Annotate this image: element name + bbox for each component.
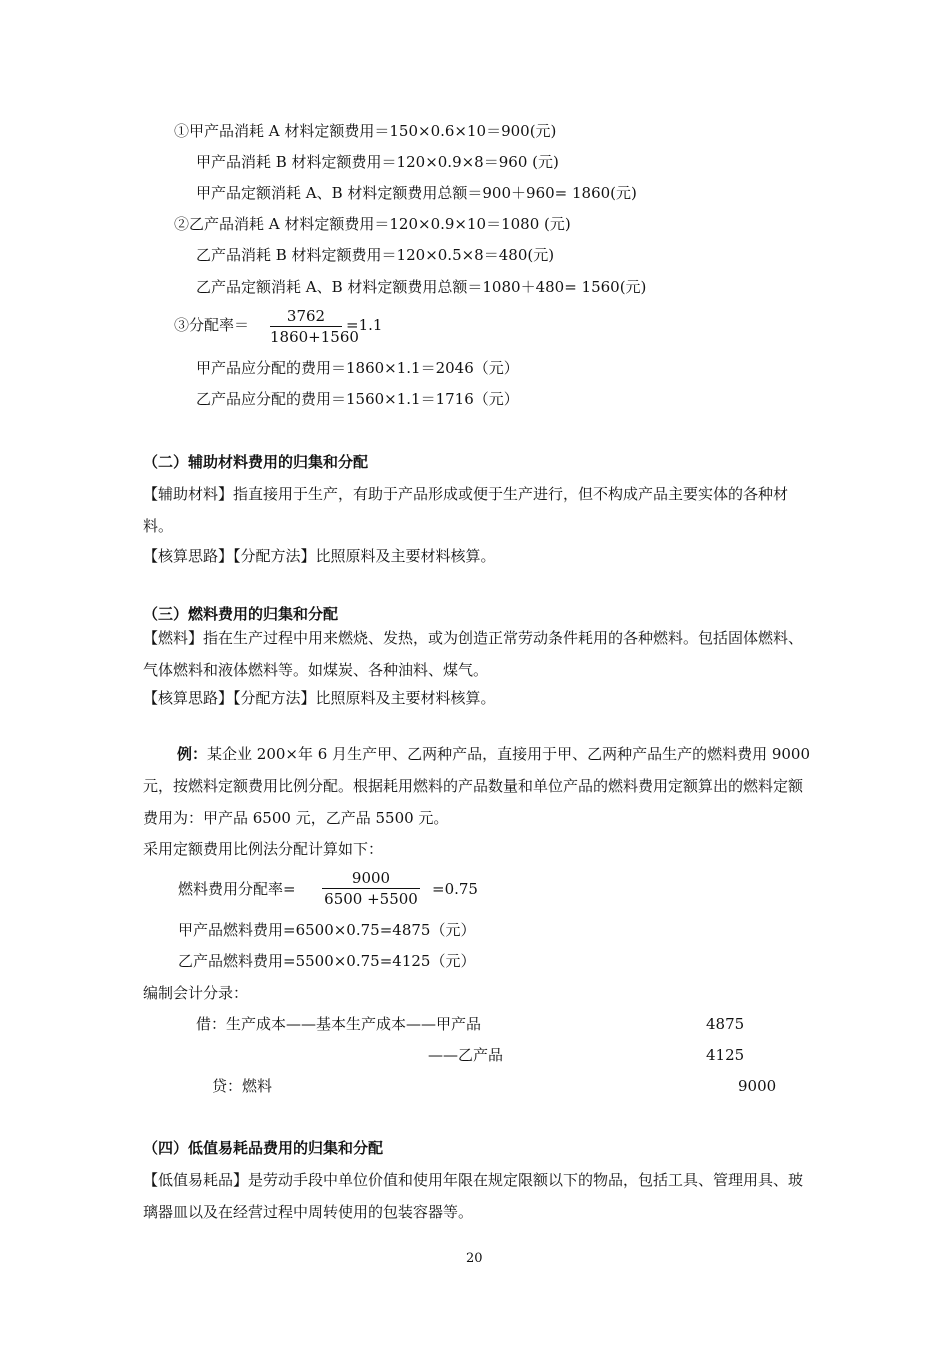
rate-denominator: 1860+1560 <box>270 328 359 346</box>
product-b-fuel-line: 乙产品燃料费用=5500×0.75=4125（元） <box>178 952 476 970</box>
fuel-rate-numerator: 9000 <box>351 869 391 887</box>
auxiliary-method: 【核算思路】【分配方法】比照原料及主要材料核算。 <box>143 547 496 565</box>
section-heading-fuel: （三）燃料费用的归集和分配 <box>143 605 339 623</box>
product-a-fuel-line: 甲产品燃料费用=6500×0.75=4875（元） <box>178 921 476 939</box>
fuel-rate-denominator: 6500 +5500 <box>324 890 418 908</box>
example-paragraph <box>143 738 813 834</box>
section-heading-low-value: （四）低值易耗品费用的归集和分配 <box>143 1139 384 1157</box>
auxiliary-definition: 【辅助材料】指直接用于生产，有助于产品形成或便于生产进行，但不构成产品主要实体的各种材料。 <box>143 485 789 535</box>
calc-line-8: 甲产品应分配的费用＝1860×1.1＝2046（元） <box>196 359 519 377</box>
fuel-rate-result: =0.75 <box>432 880 478 898</box>
fuel-rate-fraction <box>322 869 420 908</box>
rate-numerator: 3762 <box>286 307 326 325</box>
fuel-definition: 【燃料】指在生产过程中用来燃烧、发热，或为创造正常劳动条件耗用的各种燃料。包括固体燃料、气体燃料和液体燃料等。如煤炭、各种油料、煤气。 <box>143 629 804 679</box>
credit-amount: 9000 <box>738 1077 777 1095</box>
credit-line: 贷：燃料 <box>212 1077 273 1095</box>
rate-fraction <box>270 307 359 346</box>
fuel-rate-label: 燃料费用分配率= <box>178 880 296 898</box>
calc-line-5: 乙产品消耗 B 材料定额费用＝120×0.5×8＝480(元) <box>196 246 555 264</box>
example-label: 例： <box>177 745 208 763</box>
debit-amount-1: 4875 <box>706 1015 745 1033</box>
calc-line-3: 甲产品定额消耗 A、B 材料定额费用总额＝900＋960= 1860(元) <box>196 184 637 202</box>
fuel-method: 【核算思路】【分配方法】比照原料及主要材料核算。 <box>143 689 496 707</box>
debit-line-2: ——乙产品 <box>428 1046 504 1064</box>
example-method-line: 采用定额费用比例法分配计算如下： <box>143 840 384 858</box>
rate-result: =1.1 <box>346 316 383 334</box>
journal-entry-title: 编制会计分录： <box>143 984 249 1002</box>
calc-line-9: 乙产品应分配的费用＝1560×1.1＝1716（元） <box>196 390 519 408</box>
calc-line-2: 甲产品消耗 B 材料定额费用＝120×0.9×8＝960 (元) <box>196 153 559 171</box>
calc-line-4: ②乙产品消耗 A 材料定额费用＝120×0.9×10＝1080 (元) <box>174 215 571 233</box>
debit-line-1: 借：生产成本——基本生产成本——甲产品 <box>196 1015 482 1033</box>
fraction-bar <box>322 888 420 889</box>
low-value-definition: 【低值易耗品】是劳动手段中单位价值和使用年限在规定限额以下的物品，包括工具、管理用具、玻璃器皿以及在经营过程中周转使用的包装容器等。 <box>143 1171 804 1221</box>
calc-line-6: 乙产品定额消耗 A、B 材料定额费用总额＝1080＋480= 1560(元) <box>196 278 647 296</box>
debit-amount-2: 4125 <box>706 1046 745 1064</box>
rate-label: ③分配率＝ <box>174 316 250 334</box>
fraction-bar <box>270 326 342 327</box>
page-number: 20 <box>466 1251 483 1266</box>
example-text: 某企业 200×年 6 月生产甲、乙两种产品，直接用于甲、乙两种产品生产的燃料费用 9000 元，按燃料定额费用比例分配。根据耗用燃料的产品数量和单位产品的燃料费用定额算出的燃料定额费用为：甲产品 6500 元，乙产品 5500 元。 <box>143 745 811 827</box>
calc-line-1: ①甲产品消耗 A 材料定额费用＝150×0.6×10＝900(元) <box>174 122 557 140</box>
section-heading-auxiliary: （二）辅助材料费用的归集和分配 <box>143 453 369 471</box>
